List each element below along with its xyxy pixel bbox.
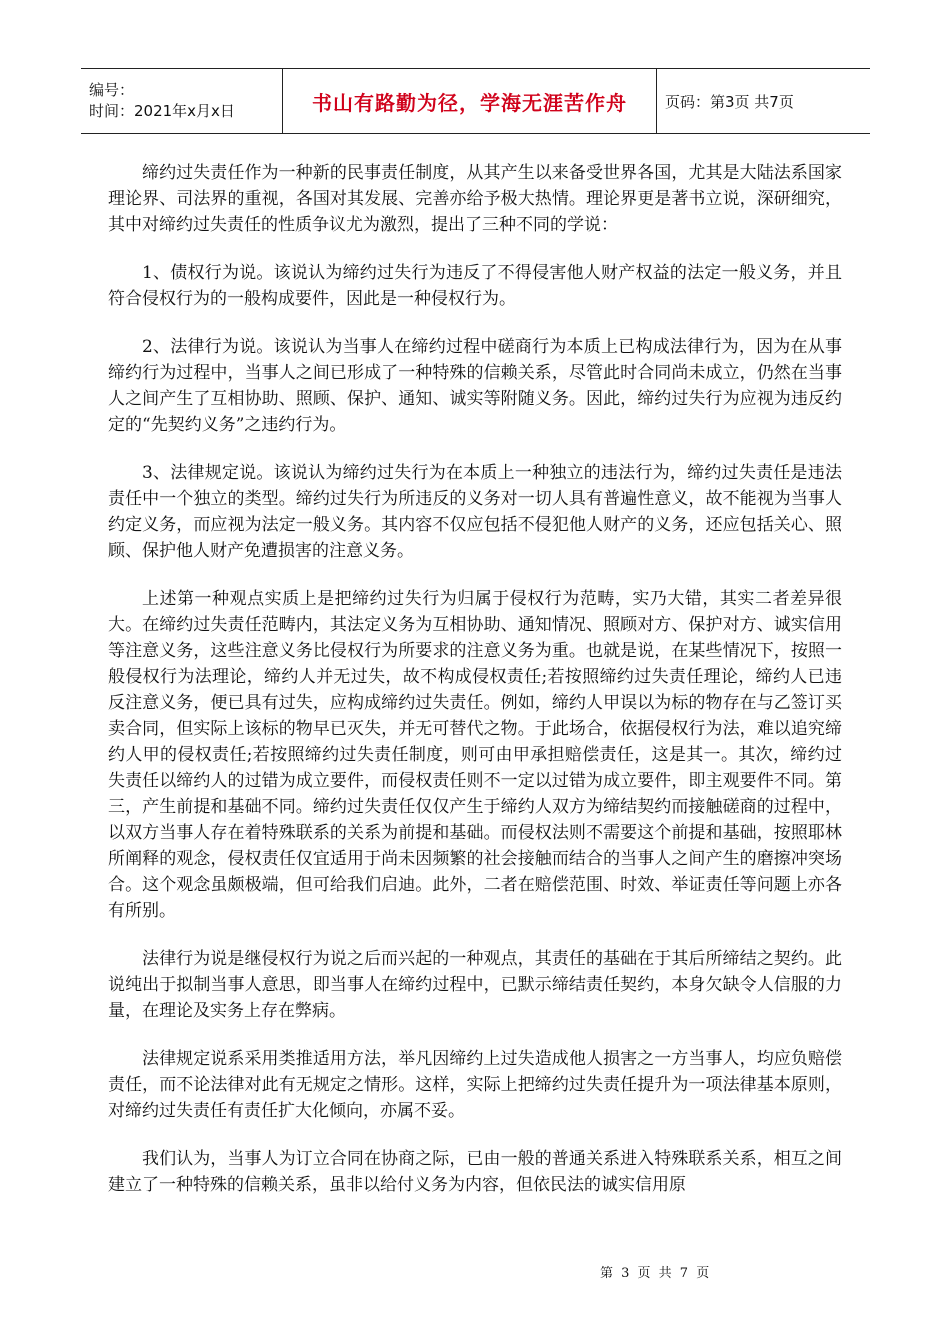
paragraph-intro: 缔约过失责任作为一种新的民事责任制度，从其产生以来备受世界各国，尤其是大陆法系国家理论界、司法界的重视，各国对其发展、完善亦给予极大热情。理论界更是著书立说，深研细究，其中对缔约过失责任的性质争议尤为激烈，提出了三种不同的学说： <box>108 163 842 235</box>
paragraph-analysis-2: 法律行为说是继侵权行为说之后而兴起的一种观点，其责任的基础在于其后所缔结之契约。此说纯出于拟制当事人意思，即当事人在缔约过程中，已默示缔结责任契约，本身欠缺令人信服的力量，在理论及实务上存在弊病。 <box>108 949 842 1021</box>
header-page-number: 页码：第3页 共7页 <box>665 92 794 111</box>
paragraph-theory-1: 1、债权行为说。该说认为缔约过失行为违反了不得侵害他人财产权益的法定一般义务，并且符合侵权行为的一般构成要件，因此是一种侵权行为。 <box>108 263 842 309</box>
header-motto-cell <box>282 69 657 133</box>
header-motto: 书山有路勤为径，学海无涯苦作舟 <box>312 90 627 115</box>
document-date-label: 时间：2021年x月x日 <box>89 102 235 120</box>
header-meta <box>81 69 282 133</box>
document-number-label: 编号： <box>89 81 135 99</box>
page-footer: 第 3 页 共 7 页 <box>600 1266 712 1281</box>
paragraph-analysis-1: 上述第一种观点实质上是把缔约过失行为归属于侵权行为范畴，实乃大错，其实二者差异很大。在缔约过失责任范畴内，其法定义务为互相协助、通知情况、照顾对方、保护对方、诚实信用等注意义务，这些注意义务比侵权行为所要求的注意义务为重。也就是说，在某些情况下，按照一般侵权行为法理论，缔约人并无过失，故不构成侵权责任;若按照缔约过失责任理论，缔约人已违反注意义务，便已具有过失，应构成缔约过失责任。例如，缔约人甲误以为标的物存在与乙签订买卖合同，但实际上该标的物早已灭失，并无可替代之物。于此场合，依据侵权行为法，难以追究缔约人甲的侵权责任;若按照缔约过失责任制度，则可由甲承担赔偿责任，这是其一。其次，缔约过失责任以缔约人的过错为成立要件，而侵权责任则不一定以过错为成立要件，即主观要件不同。第三，产生前提和基础不同。缔约过失责任仅仅产生于缔约人双方为缔结契约而接触磋商的过程中，以双方当事人存在着特殊联系的关系为前提和基础。而侵权法则不需要这个前提和基础，按照耶林所阐释的观念，侵权责任仅宜适用于尚未因频繁的社会接触而结合的当事人之间产生的磨擦冲突场合。这个观念虽颇极端，但可给我们启迪。此外，二者在赔偿范围、时效、举证责任等问题上亦各有所别。 <box>108 589 842 921</box>
paragraph-theory-2: 2、法律行为说。该说认为当事人在缔约过程中磋商行为本质上已构成法律行为，因为在从事缔约行为过程中，当事人之间已形成了一种特殊的信赖关系，尽管此时合同尚未成立，仍然在当事人之间产生了互相协助、照顾、保护、通知、诚实等附随义务。因此，缔约过失行为应视为违反约定的“先契约义务”之违约行为。 <box>108 337 842 435</box>
paragraph-theory-3: 3、法律规定说。该说认为缔约过失行为在本质上一种独立的违法行为，缔约过失责任是违法责任中一个独立的类型。缔约过失行为所违反的义务对一切人具有普遍性意义，故不能视为当事人约定义务，而应视为法定一般义务。其内容不仅应包括不侵犯他人财产的义务，还应包括关心、照顾、保护他人财产免遭损害的注意义务。 <box>108 463 842 561</box>
page-header <box>81 68 870 134</box>
document-body <box>108 160 842 1220</box>
header-page-cell <box>657 69 870 133</box>
paragraph-conclusion: 我们认为，当事人为订立合同在协商之际，已由一般的普通关系进入特殊联系关系，相互之间建立了一种特殊的信赖关系，虽非以给付义务为内容，但依民法的诚实信用原 <box>108 1149 842 1195</box>
paragraph-analysis-3: 法律规定说系采用类推适用方法，举凡因缔约上过失造成他人损害之一方当事人，均应负赔偿责任，而不论法律对此有无规定之情形。这样，实际上把缔约过失责任提升为一项法律基本原则，对缔约过失责任有责任扩大化倾向，亦属不妥。 <box>108 1049 842 1121</box>
